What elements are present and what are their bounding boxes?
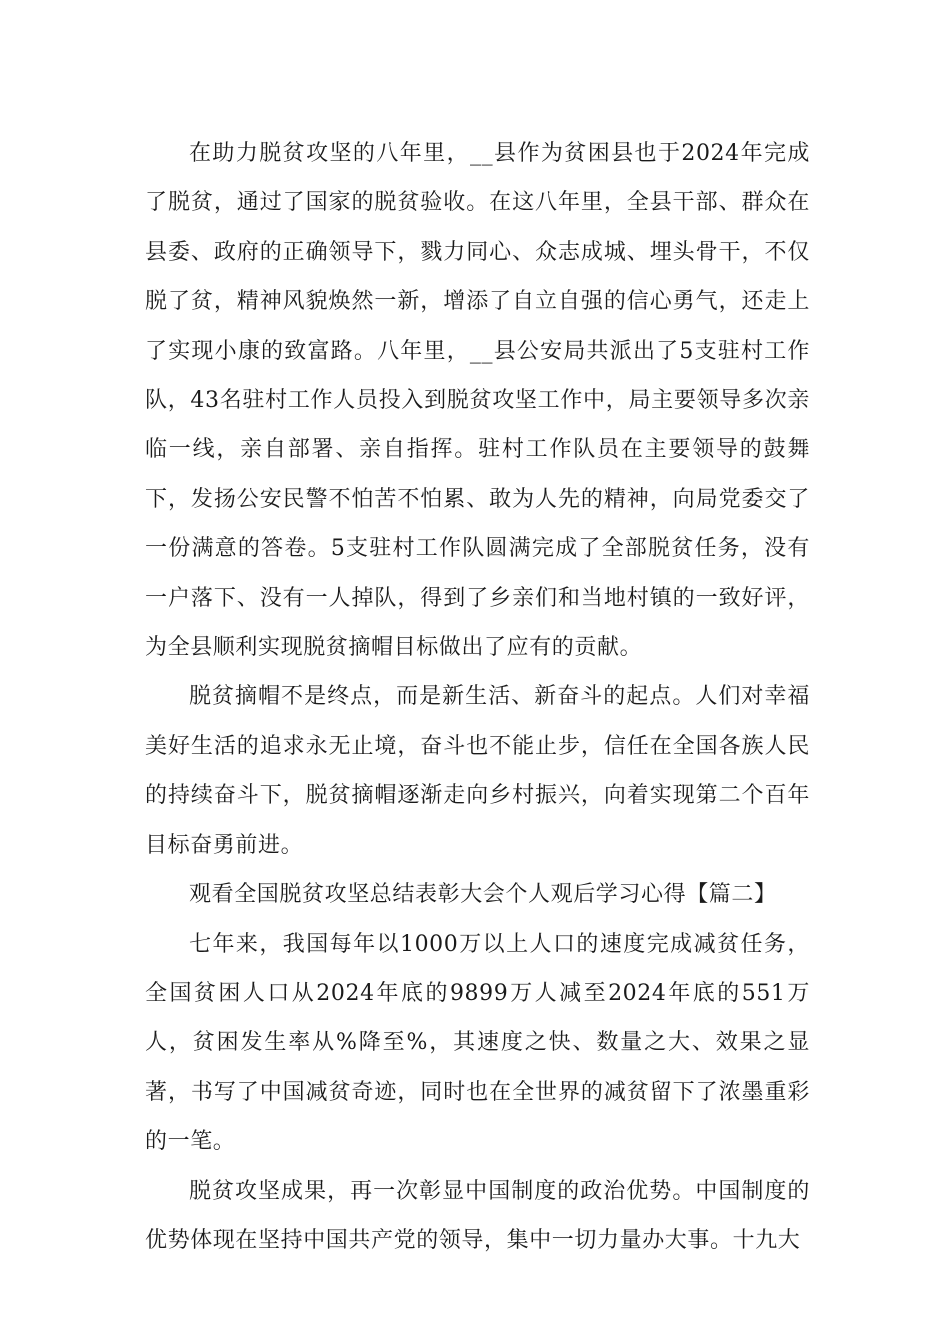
paragraph-1: 在助力脱贫攻坚的八年里，__县作为贫困县也于2024年完成了脱贫，通过了国家的脱贫验收。在这八年里，全县干部、群众在县委、政府的正确领导下，戮力同心、众志成城、埋头骨干，不仅脱了贫，精神风貌焕然一新，增添了自立自强的信心勇气，还走上了实现小康的致富路。八年里，__县公安局共派出了5支驻村工作队，43名驻村工作人员投入到脱贫攻坚工作中，局主要领导多次亲临一线，亲自部署、亲自指挥。驻村工作队员在主要领导的鼓舞下，发扬公安民警不怕苦不怕累、敢为人先的精神，向局党委交了一份满意的答卷。5支驻村工作队圆满完成了全部脱贫任务，没有一户落下、没有一人掉队，得到了乡亲们和当地村镇的一致好评，为全县顺利实现脱贫摘帽目标做出了应有的贡献。 (145, 141, 810, 661)
document-body (145, 129, 810, 1265)
section-heading: 观看全国脱贫攻坚总结表彰大会个人观后学习心得【篇二】 (189, 882, 777, 908)
paragraph-3: 七年来，我国每年以1000万以上人口的速度完成减贫任务，全国贫困人口从2024年底的9899万人减至2024年底的551万人，贫困发生率从%降至%，其速度之快、数量之大、效果之显著，书写了中国减贫奇迹，同时也在全世界的减贫留下了浓墨重彩的一笔。 (145, 931, 810, 1155)
paragraph-2: 脱贫摘帽不是终点，而是新生活、新奋斗的起点。人们对幸福美好生活的追求永无止境，奋斗也不能止步，信任在全国各族人民的持续奋斗下，脱贫摘帽逐渐走向乡村振兴，向着实现第二个百年目标奋勇前进。 (145, 684, 810, 858)
paragraph-4: 脱贫攻坚成果，再一次彰显中国制度的政治优势。中国制度的优势体现在坚持中国共产党的领导，集中一切力量办大事。十九大 (145, 1178, 810, 1253)
